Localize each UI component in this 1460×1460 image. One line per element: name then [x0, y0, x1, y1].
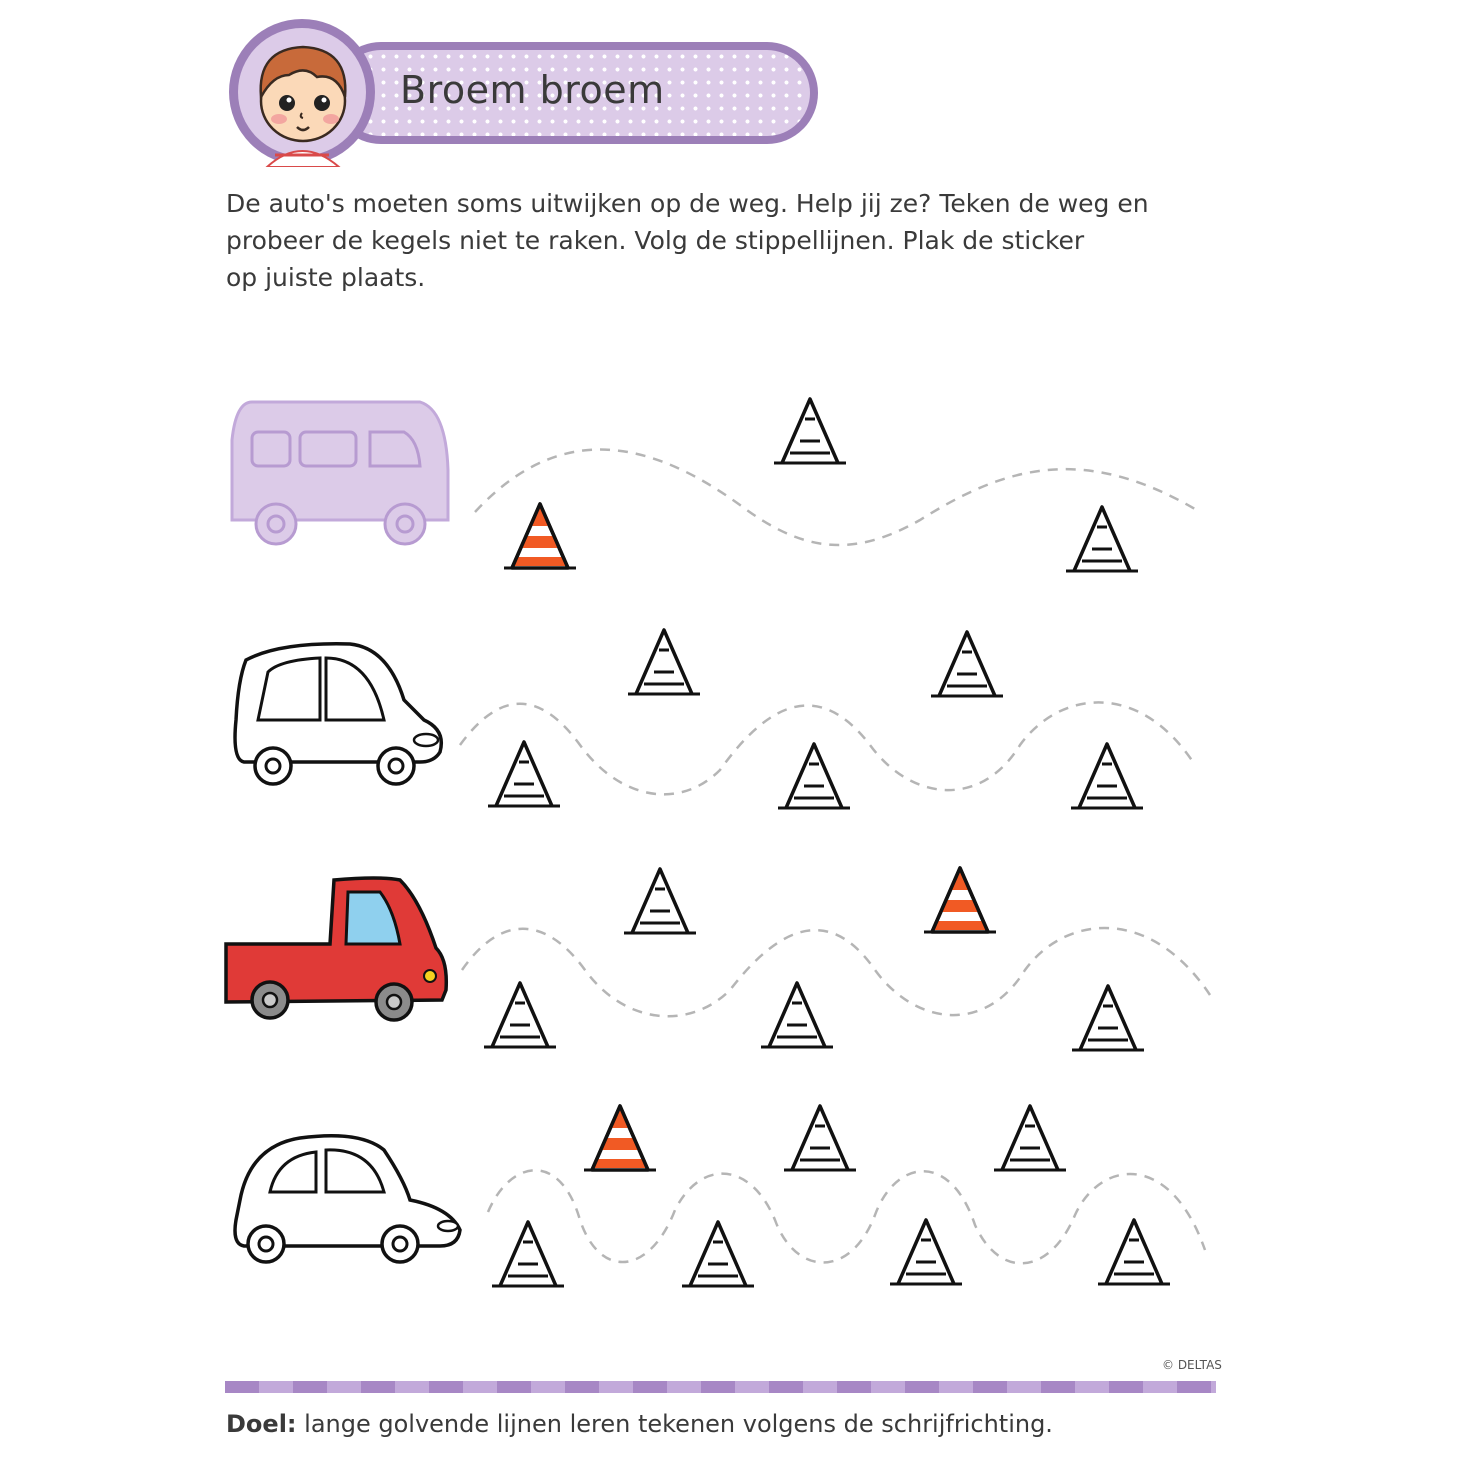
- traffic-cone-icon: [488, 742, 560, 806]
- traffic-cone-icon: [1072, 986, 1144, 1050]
- white-car-vehicle: [235, 644, 441, 784]
- goal-text: [226, 1410, 1053, 1438]
- footer-divider: [225, 1381, 1216, 1393]
- traffic-cone-icon: [994, 1106, 1066, 1170]
- bus-vehicle: [232, 402, 448, 544]
- white-beetle-car-vehicle: [235, 1136, 460, 1262]
- traffic-cone-icon: [761, 983, 833, 1047]
- dashed-tracing-line[interactable]: [488, 1170, 1205, 1263]
- orange-traffic-cone-icon: [584, 1106, 656, 1170]
- copyright-notice: © DELTAS: [1162, 1358, 1222, 1372]
- traffic-cone-icon: [492, 1222, 564, 1286]
- traffic-cone-icon: [1098, 1220, 1170, 1284]
- dashed-tracing-line[interactable]: [460, 702, 1195, 794]
- instructions-line: De auto's moeten soms uitwijken op de weg. Help jij ze? Teken de weg en: [226, 189, 1149, 218]
- goal-description: lange golvende lijnen leren tekenen volgens de schrijfrichting.: [296, 1410, 1053, 1438]
- traffic-cone-icon: [628, 630, 700, 694]
- instructions-line: op juiste plaats.: [226, 263, 426, 292]
- goal-label: Doel:: [226, 1410, 297, 1438]
- traffic-cone-icon: [784, 1106, 856, 1170]
- traffic-cone-icon: [1071, 744, 1143, 808]
- orange-traffic-cone-icon: [504, 504, 576, 568]
- traffic-cone-icon: [774, 399, 846, 463]
- instructions-line: probeer de kegels niet te raken. Volg de stippellijnen. Plak de sticker: [226, 226, 1085, 255]
- traffic-cone-icon: [484, 983, 556, 1047]
- dashed-tracing-line[interactable]: [462, 928, 1210, 1016]
- traffic-cone-icon: [890, 1220, 962, 1284]
- orange-traffic-cone-icon: [924, 868, 996, 932]
- traffic-cone-icon: [682, 1222, 754, 1286]
- red-pickup-truck-vehicle: [226, 878, 446, 1020]
- traffic-cone-icon: [778, 744, 850, 808]
- page-title: Broem broem: [400, 68, 665, 112]
- traffic-cone-icon: [624, 869, 696, 933]
- traffic-cone-icon: [1066, 507, 1138, 571]
- traffic-cone-icon: [931, 632, 1003, 696]
